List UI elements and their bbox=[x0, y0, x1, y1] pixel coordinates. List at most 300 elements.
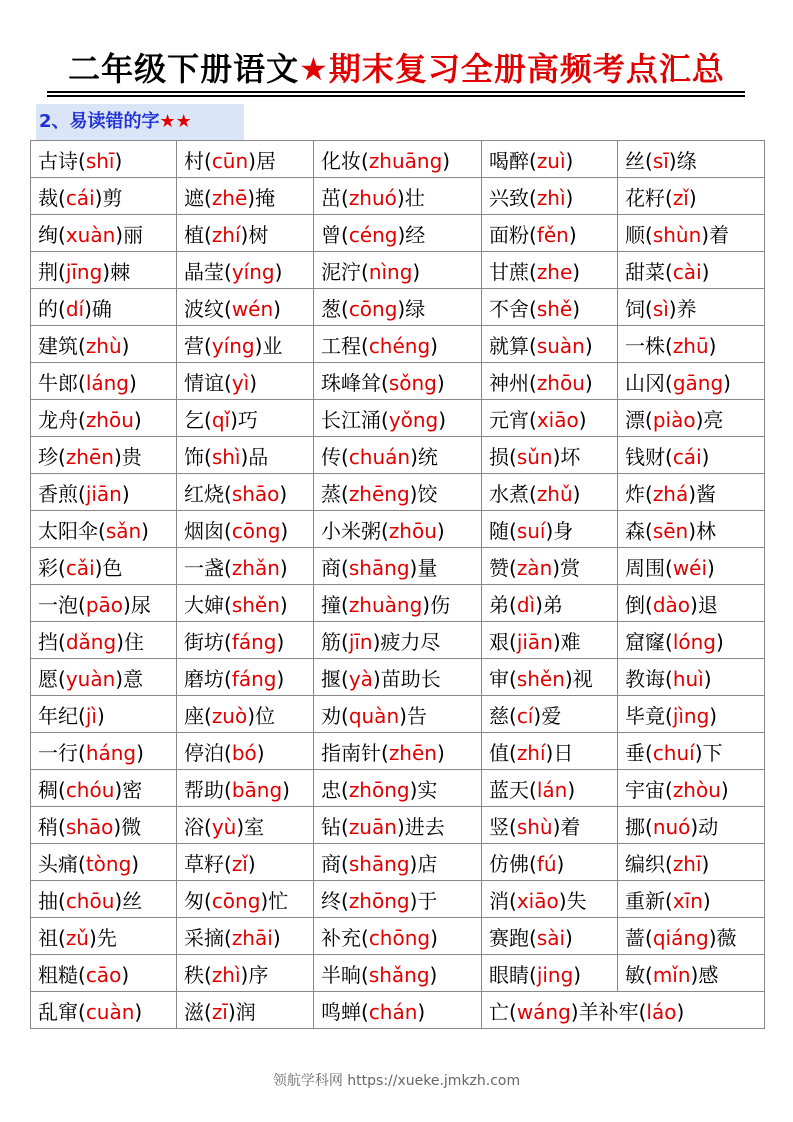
pinyin: zhì bbox=[536, 185, 566, 210]
word-text: 座 bbox=[184, 703, 204, 728]
pinyin: zhēng bbox=[348, 481, 410, 506]
pinyin: gāng bbox=[672, 370, 724, 395]
word-cell: 茁(zhuó)壮 bbox=[314, 178, 482, 215]
pinyin: shāng bbox=[348, 555, 410, 580]
word-text: 兴致 bbox=[489, 185, 529, 210]
word-text: 元宵 bbox=[489, 407, 529, 432]
table-row bbox=[31, 178, 765, 215]
word-text: 稠 bbox=[38, 777, 58, 802]
word-cell: 头痛(tòng) bbox=[31, 844, 177, 881]
word-cell: 森(sēn)林 bbox=[618, 511, 765, 548]
word-text: 钱财 bbox=[625, 444, 665, 469]
pinyin: zhuó bbox=[348, 185, 397, 210]
word-cell: 蔷(qiáng)薇 bbox=[618, 918, 765, 955]
word-text: 就算 bbox=[489, 333, 529, 358]
pinyin: zàn bbox=[516, 555, 553, 580]
word-suffix: 动 bbox=[698, 814, 719, 839]
word-cell: 赞(zàn)赏 bbox=[482, 548, 618, 585]
table-row bbox=[31, 844, 765, 881]
word-cell: 红烧(shāo) bbox=[177, 474, 314, 511]
word-cell: 愿(yuàn)意 bbox=[31, 659, 177, 696]
table-row bbox=[31, 548, 765, 585]
word-cell: 窟窿(lóng) bbox=[618, 622, 765, 659]
word-text: 建筑 bbox=[38, 333, 78, 358]
word-cell: 小米粥(zhōu) bbox=[314, 511, 482, 548]
pinyin: zhuàng bbox=[348, 592, 423, 617]
pinyin: tòng bbox=[85, 851, 132, 876]
table-row bbox=[31, 770, 765, 807]
pinyin: chōu bbox=[65, 888, 115, 913]
pinyin: zǐ bbox=[672, 185, 689, 210]
word-text: 一株 bbox=[625, 333, 665, 358]
word-suffix: 贵 bbox=[121, 444, 142, 469]
word-cell: 指南针(zhēn) bbox=[314, 733, 482, 770]
pinyin: quàn bbox=[348, 703, 400, 728]
word-suffix: 爱 bbox=[541, 703, 562, 728]
word-text: 窟窿 bbox=[625, 629, 665, 654]
word-cell: 筋(jīn)疲力尽 bbox=[314, 622, 482, 659]
word-cell: 仿佛(fú) bbox=[482, 844, 618, 881]
word-text: 补充 bbox=[321, 925, 361, 950]
word-cell: 晶莹(yíng) bbox=[177, 252, 314, 289]
word-suffix: 失 bbox=[566, 888, 587, 913]
table-row bbox=[31, 289, 765, 326]
word-text: 太阳伞 bbox=[38, 518, 98, 543]
word-text: 终 bbox=[321, 888, 341, 913]
word-text: 抽 bbox=[38, 888, 58, 913]
pinyin: zhōu bbox=[388, 518, 437, 543]
table-row bbox=[31, 659, 765, 696]
word-text: 曾 bbox=[321, 222, 341, 247]
word-text: 撞 bbox=[321, 592, 341, 617]
pinyin: zuì bbox=[536, 148, 566, 173]
word-suffix: 统 bbox=[417, 444, 438, 469]
word-text: 珠峰耸 bbox=[321, 370, 381, 395]
word-cell: 工程(chéng) bbox=[314, 326, 482, 363]
word-cell: 慈(cí)爱 bbox=[482, 696, 618, 733]
word-text: 损 bbox=[489, 444, 509, 469]
pinyin: yíng bbox=[211, 333, 255, 358]
pinyin: wáng bbox=[516, 999, 571, 1024]
word-text: 挪 bbox=[625, 814, 645, 839]
word-cell: 倒(dào)退 bbox=[618, 585, 765, 622]
word-text: 香煎 bbox=[38, 481, 78, 506]
pinyin: cǎi bbox=[65, 555, 95, 580]
pinyin: zhāi bbox=[231, 925, 273, 950]
word-suffix: 住 bbox=[123, 629, 144, 654]
word-cell-wide: 亡(wáng)羊补牢(láo) bbox=[482, 992, 765, 1029]
pinyin: dào bbox=[652, 592, 690, 617]
pinyin: shāng bbox=[348, 851, 410, 876]
pinyin: qǐ bbox=[211, 407, 231, 432]
table-row bbox=[31, 141, 765, 178]
pinyin: zhōu bbox=[85, 407, 134, 432]
pinyin: sǔn bbox=[516, 444, 553, 469]
word-text: 牛郎 bbox=[38, 370, 78, 395]
word-cell: 蒸(zhēng)饺 bbox=[314, 474, 482, 511]
word-cell: 烟囱(cōng) bbox=[177, 511, 314, 548]
pinyin: háng bbox=[85, 740, 137, 765]
pinyin: chóu bbox=[65, 777, 115, 802]
pinyin: zhuāng bbox=[368, 148, 443, 173]
word-text: 慈 bbox=[489, 703, 509, 728]
word-cell: 匆(cōng)忙 bbox=[177, 881, 314, 918]
word-cell: 遮(zhē)掩 bbox=[177, 178, 314, 215]
pinyin: wéi bbox=[672, 555, 708, 580]
pinyin: céng bbox=[348, 222, 398, 247]
pinyin: xīn bbox=[672, 888, 703, 913]
pinyin: cí bbox=[516, 703, 534, 728]
word-suffix: 忙 bbox=[268, 888, 289, 913]
word-suffix: 丽 bbox=[123, 222, 144, 247]
word-text: 蓝天 bbox=[489, 777, 529, 802]
word-text: 商 bbox=[321, 555, 341, 580]
word-cell: 甘蔗(zhe) bbox=[482, 252, 618, 289]
word-suffix: 告 bbox=[406, 703, 427, 728]
word-cell: 蓝天(lán) bbox=[482, 770, 618, 807]
word-suffix: 绿 bbox=[405, 296, 426, 321]
word-text: 波纹 bbox=[184, 296, 224, 321]
word-text: 教诲 bbox=[625, 666, 665, 691]
word-text: 倒 bbox=[625, 592, 645, 617]
word-text: 晶莹 bbox=[184, 259, 224, 284]
word-suffix: 进去 bbox=[404, 814, 445, 839]
table-row bbox=[31, 622, 765, 659]
pinyin: zuān bbox=[348, 814, 397, 839]
word-cell: 元宵(xiāo) bbox=[482, 400, 618, 437]
word-cell: 甜菜(cài) bbox=[618, 252, 765, 289]
pinyin: zhòu bbox=[672, 777, 721, 802]
word-cell: 不舍(shě) bbox=[482, 289, 618, 326]
word-suffix: 酱 bbox=[696, 481, 717, 506]
word-cell: 审(shěn)视 bbox=[482, 659, 618, 696]
pinyin: shī bbox=[85, 148, 115, 173]
word-text: 弟 bbox=[489, 592, 509, 617]
word-cell: 座(zuò)位 bbox=[177, 696, 314, 733]
word-cell: 情谊(yì) bbox=[177, 363, 314, 400]
pinyin: zhōng bbox=[348, 888, 410, 913]
word-text: 花籽 bbox=[625, 185, 665, 210]
pinyin: bāng bbox=[231, 777, 283, 802]
word-text: 乱窜 bbox=[38, 999, 78, 1024]
word-suffix: 薇 bbox=[716, 925, 737, 950]
word-cell: 草籽(zǐ) bbox=[177, 844, 314, 881]
word-text: 消 bbox=[489, 888, 509, 913]
word-cell: 浴(yù)室 bbox=[177, 807, 314, 844]
pinyin: nuó bbox=[652, 814, 691, 839]
pinyin: shǎng bbox=[368, 962, 430, 987]
word-cell: 葱(cōng)绿 bbox=[314, 289, 482, 326]
word-cell: 商(shāng)量 bbox=[314, 548, 482, 585]
word-cell: 稠(chóu)密 bbox=[31, 770, 177, 807]
section-stars: ★★ bbox=[159, 111, 192, 132]
word-cell: 牛郎(láng) bbox=[31, 363, 177, 400]
word-cell: 丝(sī)绦 bbox=[618, 141, 765, 178]
pinyin: jìng bbox=[672, 703, 710, 728]
word-suffix: 着 bbox=[709, 222, 730, 247]
word-cell: 一盏(zhǎn) bbox=[177, 548, 314, 585]
pinyin: zǔ bbox=[65, 925, 89, 950]
word-suffix: 饺 bbox=[417, 481, 438, 506]
word-cell: 抽(chōu)丝 bbox=[31, 881, 177, 918]
word-cell: 山冈(gāng) bbox=[618, 363, 765, 400]
word-suffix: 弟 bbox=[542, 592, 563, 617]
word-text: 的 bbox=[38, 296, 58, 321]
word-text: 长江涌 bbox=[321, 407, 381, 432]
word-text: 街坊 bbox=[184, 629, 224, 654]
pinyin: zǐ bbox=[231, 851, 248, 876]
pinyin: sǒng bbox=[388, 370, 437, 395]
pinyin: jì bbox=[85, 703, 97, 728]
word-cell: 饰(shì)品 bbox=[177, 437, 314, 474]
pinyin: yù bbox=[211, 814, 237, 839]
word-cell: 绚(xuàn)丽 bbox=[31, 215, 177, 252]
word-suffix: 实 bbox=[417, 777, 438, 802]
pinyin: jiān bbox=[85, 481, 122, 506]
word-text: 红烧 bbox=[184, 481, 224, 506]
word-cell: 植(zhí)树 bbox=[177, 215, 314, 252]
word-cell: 一株(zhū) bbox=[618, 326, 765, 363]
word-cell: 敏(mǐn)感 bbox=[618, 955, 765, 992]
word-cell: 赛跑(sài) bbox=[482, 918, 618, 955]
word-text: 稍 bbox=[38, 814, 58, 839]
word-text: 挡 bbox=[38, 629, 58, 654]
pinyin: shùn bbox=[652, 222, 702, 247]
word-cell: 毕竟(jìng) bbox=[618, 696, 765, 733]
page-title bbox=[0, 46, 793, 92]
word-suffix: 居 bbox=[255, 148, 276, 173]
pinyin: cōng bbox=[231, 518, 281, 543]
word-cell: 撞(zhuàng)伤 bbox=[314, 585, 482, 622]
word-text: 神州 bbox=[489, 370, 529, 395]
word-cell: 钱财(cái) bbox=[618, 437, 765, 474]
word-text: 鸣蝉 bbox=[321, 999, 361, 1024]
pinyin: jing bbox=[536, 962, 574, 987]
word-text: 年纪 bbox=[38, 703, 78, 728]
word-suffix: 确 bbox=[91, 296, 112, 321]
word-suffix: 先 bbox=[96, 925, 117, 950]
word-text: 村 bbox=[184, 148, 204, 173]
word-text: 帮助 bbox=[184, 777, 224, 802]
pinyin: huì bbox=[672, 666, 704, 691]
word-suffix: 润 bbox=[235, 999, 256, 1024]
table-row bbox=[31, 696, 765, 733]
word-cell: 一行(háng) bbox=[31, 733, 177, 770]
word-text: 营 bbox=[184, 333, 204, 358]
word-text: 编织 bbox=[625, 851, 665, 876]
table-row bbox=[31, 992, 765, 1029]
word-cell: 停泊(bó) bbox=[177, 733, 314, 770]
word-text: 甘蔗 bbox=[489, 259, 529, 284]
word-cell: 挪(nuó)动 bbox=[618, 807, 765, 844]
word-text: 蔷 bbox=[625, 925, 645, 950]
pinyin: zī bbox=[211, 999, 228, 1024]
word-text: 重新 bbox=[625, 888, 665, 913]
word-text: 敏 bbox=[625, 962, 645, 987]
word-cell: 的(dí)确 bbox=[31, 289, 177, 326]
pinyin: mǐn bbox=[652, 962, 691, 987]
word-text: 珍 bbox=[38, 444, 58, 469]
pinyin: zhǎn bbox=[231, 555, 280, 580]
word-cell: 漂(piào)亮 bbox=[618, 400, 765, 437]
word-suffix: 感 bbox=[698, 962, 719, 987]
word-text: 绚 bbox=[38, 222, 58, 247]
word-text: 化妆 bbox=[321, 148, 361, 173]
word-suffix: 品 bbox=[248, 444, 269, 469]
table-row bbox=[31, 585, 765, 622]
word-text: 山冈 bbox=[625, 370, 665, 395]
word-cell: 曾(céng)经 bbox=[314, 215, 482, 252]
word-cell: 裁(cái)剪 bbox=[31, 178, 177, 215]
word-text: 植 bbox=[184, 222, 204, 247]
pinyin: zhēn bbox=[65, 444, 114, 469]
pinyin: xuàn bbox=[65, 222, 116, 247]
pinyin: sī bbox=[652, 148, 669, 173]
pinyin: sài bbox=[536, 925, 566, 950]
word-suffix: 于 bbox=[417, 888, 438, 913]
word-cell: 编织(zhī) bbox=[618, 844, 765, 881]
pinyin: dí bbox=[65, 296, 85, 321]
table-row bbox=[31, 437, 765, 474]
word-suffix: 室 bbox=[244, 814, 265, 839]
word-text: 忠 bbox=[321, 777, 341, 802]
word-cell: 祖(zǔ)先 bbox=[31, 918, 177, 955]
section-label: 2、易读错的字 bbox=[39, 111, 160, 132]
word-text: 羊补牢 bbox=[578, 999, 639, 1024]
word-cell: 古诗(shī) bbox=[31, 141, 177, 178]
word-cell: 商(shāng)店 bbox=[314, 844, 482, 881]
word-suffix: 树 bbox=[248, 222, 269, 247]
word-cell: 劝(quàn)告 bbox=[314, 696, 482, 733]
word-text: 一泡 bbox=[38, 592, 78, 617]
word-cell: 荆(jīng)棘 bbox=[31, 252, 177, 289]
word-cell: 教诲(huì) bbox=[618, 659, 765, 696]
table-row bbox=[31, 252, 765, 289]
word-suffix: 壮 bbox=[404, 185, 425, 210]
pinyin: suàn bbox=[536, 333, 585, 358]
word-suffix: 伤 bbox=[430, 592, 451, 617]
word-suffix: 序 bbox=[248, 962, 269, 987]
pinyin: cāo bbox=[85, 962, 122, 987]
word-cell: 街坊(fáng) bbox=[177, 622, 314, 659]
title-star: ★ bbox=[299, 50, 329, 88]
pinyin: wén bbox=[231, 296, 274, 321]
word-cell: 粗糙(cāo) bbox=[31, 955, 177, 992]
pinyin: cái bbox=[65, 185, 95, 210]
word-cell: 香煎(jiān) bbox=[31, 474, 177, 511]
pinyin: yà bbox=[348, 666, 373, 691]
word-cell: 村(cūn)居 bbox=[177, 141, 314, 178]
table-row bbox=[31, 326, 765, 363]
word-cell: 传(chuán)统 bbox=[314, 437, 482, 474]
word-text: 裁 bbox=[38, 185, 58, 210]
section-heading bbox=[36, 104, 244, 140]
word-cell: 太阳伞(sǎn) bbox=[31, 511, 177, 548]
pinyin: láng bbox=[85, 370, 129, 395]
word-cell: 年纪(jì) bbox=[31, 696, 177, 733]
word-text: 一盏 bbox=[184, 555, 224, 580]
word-text: 粗糙 bbox=[38, 962, 78, 987]
word-cell: 兴致(zhì) bbox=[482, 178, 618, 215]
pinyin: piào bbox=[652, 407, 696, 432]
word-cell: 就算(suàn) bbox=[482, 326, 618, 363]
word-suffix: 亮 bbox=[703, 407, 724, 432]
word-cell: 波纹(wén) bbox=[177, 289, 314, 326]
word-text: 蒸 bbox=[321, 481, 341, 506]
word-text: 遮 bbox=[184, 185, 204, 210]
pinyin: yíng bbox=[231, 259, 275, 284]
word-suffix: 位 bbox=[255, 703, 276, 728]
word-cell: 挡(dǎng)住 bbox=[31, 622, 177, 659]
pinyin: cài bbox=[672, 259, 702, 284]
word-suffix: 难 bbox=[560, 629, 581, 654]
pinyin: jīng bbox=[65, 259, 103, 284]
word-text: 乞 bbox=[184, 407, 204, 432]
pinyin: zhū bbox=[672, 333, 709, 358]
pinyin: shì bbox=[211, 444, 241, 469]
word-text: 祖 bbox=[38, 925, 58, 950]
word-text: 烟囱 bbox=[184, 518, 224, 543]
word-suffix: 退 bbox=[697, 592, 718, 617]
pinyin: bó bbox=[231, 740, 257, 765]
word-text: 葱 bbox=[321, 296, 341, 321]
word-suffix: 日 bbox=[553, 740, 574, 765]
word-cell: 消(xiāo)失 bbox=[482, 881, 618, 918]
word-text: 赞 bbox=[489, 555, 509, 580]
word-text: 赛跑 bbox=[489, 925, 529, 950]
pinyin: chōng bbox=[368, 925, 431, 950]
pinyin: yì bbox=[231, 370, 250, 395]
word-text: 筋 bbox=[321, 629, 341, 654]
word-cell: 饲(sì)养 bbox=[618, 289, 765, 326]
word-suffix: 掩 bbox=[255, 185, 276, 210]
word-cell: 秩(zhì)序 bbox=[177, 955, 314, 992]
word-text: 采摘 bbox=[184, 925, 224, 950]
title-part1: 二年级下册语文 bbox=[68, 50, 300, 88]
word-cell: 炸(zhá)酱 bbox=[618, 474, 765, 511]
word-suffix: 养 bbox=[676, 296, 697, 321]
word-text: 喝醉 bbox=[489, 148, 529, 173]
word-cell: 一泡(pāo)尿 bbox=[31, 585, 177, 622]
table-row bbox=[31, 881, 765, 918]
pinyin: shāo bbox=[65, 814, 114, 839]
pinyin: fáng bbox=[231, 629, 277, 654]
word-cell: 终(zhōng)于 bbox=[314, 881, 482, 918]
pinyin: zhī bbox=[672, 851, 702, 876]
word-text: 钻 bbox=[321, 814, 341, 839]
word-cell: 营(yíng)业 bbox=[177, 326, 314, 363]
word-text: 草籽 bbox=[184, 851, 224, 876]
pinyin: jīn bbox=[348, 629, 373, 654]
pinyin: cōng bbox=[211, 888, 261, 913]
pinyin: cái bbox=[672, 444, 702, 469]
pinyin: qiáng bbox=[652, 925, 709, 950]
pinyin: yuàn bbox=[65, 666, 116, 691]
word-cell: 龙舟(zhōu) bbox=[31, 400, 177, 437]
pinyin: chuí bbox=[652, 740, 695, 765]
pinyin: nìng bbox=[368, 259, 413, 284]
pinyin: sǎn bbox=[105, 518, 142, 543]
word-text: 眼睛 bbox=[489, 962, 529, 987]
pinyin: xiāo bbox=[516, 888, 559, 913]
word-suffix: 下 bbox=[702, 740, 723, 765]
word-text: 不舍 bbox=[489, 296, 529, 321]
word-cell: 乱窜(cuàn) bbox=[31, 992, 177, 1029]
word-cell: 顺(shùn)着 bbox=[618, 215, 765, 252]
word-text: 劝 bbox=[321, 703, 341, 728]
word-text: 泥泞 bbox=[321, 259, 361, 284]
word-cell: 补充(chōng) bbox=[314, 918, 482, 955]
